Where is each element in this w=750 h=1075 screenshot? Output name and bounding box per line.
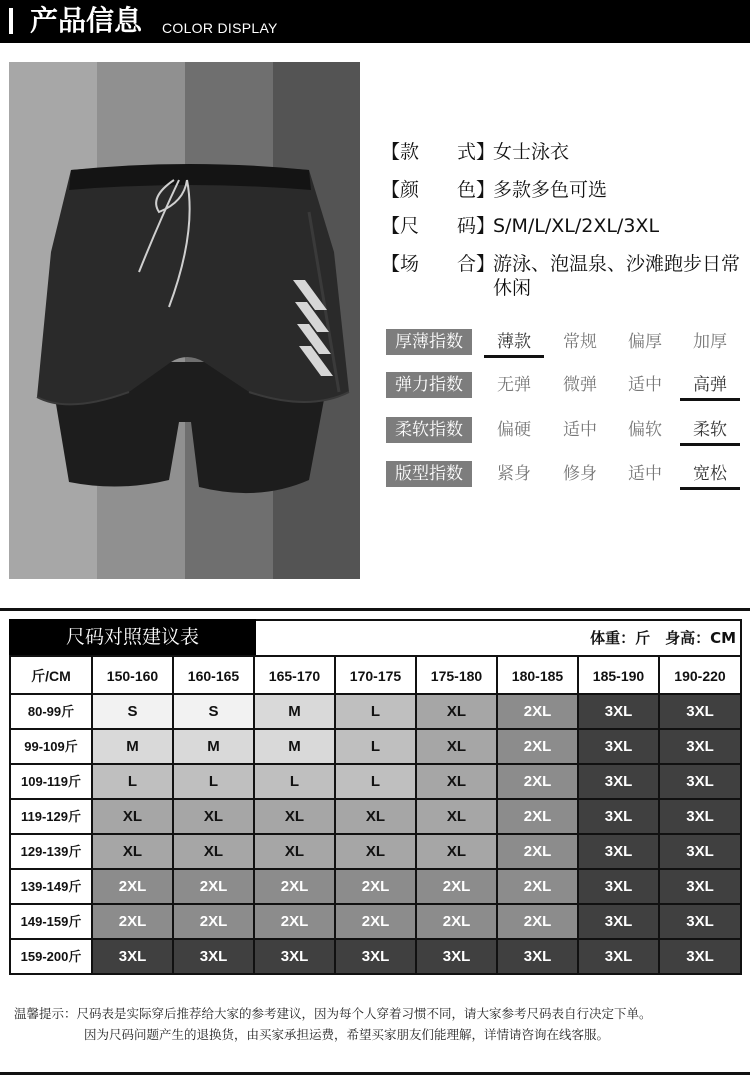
height-header: 175-180 <box>417 655 498 695</box>
size-cell: 2XL <box>498 765 579 800</box>
index-option: 偏硬 <box>497 420 531 440</box>
size-cell: 3XL <box>579 905 660 940</box>
size-cell: S <box>93 695 174 730</box>
index-option: 偏厚 <box>628 332 662 352</box>
size-cell: XL <box>336 835 417 870</box>
size-cell: XL <box>417 730 498 765</box>
index-option: 适中 <box>628 464 662 484</box>
weight-header: 119-129斤 <box>9 800 93 835</box>
size-cell: 2XL <box>255 870 336 905</box>
size-cell: L <box>336 695 417 730</box>
weight-header: 109-119斤 <box>9 765 93 800</box>
size-cell: 2XL <box>417 905 498 940</box>
height-header: 190-220 <box>660 655 742 695</box>
height-header: 180-185 <box>498 655 579 695</box>
size-cell: XL <box>93 800 174 835</box>
size-cell: L <box>336 730 417 765</box>
size-cell: 3XL <box>579 800 660 835</box>
index-row <box>386 371 741 401</box>
info-value: 游泳、泡温泉、沙滩跑步日常休闲 <box>493 253 741 299</box>
size-cell: M <box>255 695 336 730</box>
height-header: 165-170 <box>255 655 336 695</box>
index-option: 常规 <box>563 332 597 352</box>
size-cell: 3XL <box>498 940 579 975</box>
size-cell: XL <box>417 765 498 800</box>
product-image <box>9 62 360 579</box>
index-option-selected: 宽松 <box>680 460 740 490</box>
height-header: 185-190 <box>579 655 660 695</box>
size-cell: 2XL <box>174 870 255 905</box>
header-accent-bar <box>9 8 13 34</box>
size-cell: M <box>93 730 174 765</box>
info-key: 【场 合】 <box>381 253 496 275</box>
size-cell: 3XL <box>336 940 417 975</box>
shorts-illustration <box>9 62 360 579</box>
size-cell: 2XL <box>174 905 255 940</box>
weight-header: 139-149斤 <box>9 870 93 905</box>
info-value: 女士泳衣 <box>493 141 570 163</box>
weight-header: 149-159斤 <box>9 905 93 940</box>
size-cell: 2XL <box>498 870 579 905</box>
size-cell: 3XL <box>660 940 742 975</box>
size-cell: XL <box>417 835 498 870</box>
size-cell: 3XL <box>579 835 660 870</box>
size-cell: 3XL <box>660 765 742 800</box>
size-cell: 3XL <box>660 730 742 765</box>
size-cell: 3XL <box>174 940 255 975</box>
size-cell: 3XL <box>579 695 660 730</box>
size-table-title: 尺码对照建议表 <box>9 619 256 655</box>
info-key: 【尺 码】 <box>381 215 496 237</box>
header-title: 产品信息 <box>30 4 143 37</box>
index-option-selected: 柔软 <box>680 416 740 446</box>
index-label: 厚薄指数 <box>386 329 472 355</box>
size-cell: 2XL <box>498 835 579 870</box>
size-cell: 3XL <box>660 870 742 905</box>
index-option: 适中 <box>563 420 597 440</box>
index-option: 无弹 <box>497 375 531 395</box>
size-cell: 3XL <box>93 940 174 975</box>
index-label: 柔软指数 <box>386 417 472 443</box>
height-header: 160-165 <box>174 655 255 695</box>
index-option: 修身 <box>563 464 597 484</box>
index-option: 适中 <box>628 375 662 395</box>
index-option: 紧身 <box>497 464 531 484</box>
index-label: 弹力指数 <box>386 372 472 398</box>
size-cell: L <box>255 765 336 800</box>
height-header: 170-175 <box>336 655 417 695</box>
weight-header: 129-139斤 <box>9 835 93 870</box>
size-cell: 3XL <box>660 835 742 870</box>
size-cell: 2XL <box>498 730 579 765</box>
size-cell: 2XL <box>93 905 174 940</box>
size-cell: 2XL <box>498 800 579 835</box>
info-value: S/M/L/XL/2XL/3XL <box>493 215 660 237</box>
header-subtitle: COLOR DISPLAY <box>162 20 278 36</box>
size-cell: XL <box>255 835 336 870</box>
info-value: 多款多色可选 <box>493 179 608 201</box>
size-cell: 2XL <box>255 905 336 940</box>
table-corner: 斤/CM <box>9 655 93 695</box>
index-option-selected: 高弹 <box>680 371 740 401</box>
size-cell: 3XL <box>255 940 336 975</box>
note-line-2: 因为尺码问题产生的退换货，由买家承担运费，希望买家朋友们能理解，详情请咨询在线客服。 <box>84 1027 610 1042</box>
index-option: 微弹 <box>563 375 597 395</box>
size-cell: 3XL <box>579 870 660 905</box>
size-cell: XL <box>417 695 498 730</box>
weight-header: 159-200斤 <box>9 940 93 975</box>
size-cell: XL <box>93 835 174 870</box>
size-cell: S <box>174 695 255 730</box>
header-bar <box>0 0 750 43</box>
size-cell: XL <box>417 800 498 835</box>
note-line-1: 温馨提示：尺码表是实际穿后推荐给大家的参考建议，因为每个人穿着习惯不同，请大家参考尺码表自行决定下单。 <box>14 1006 652 1021</box>
weight-header: 80-99斤 <box>9 695 93 730</box>
size-cell: M <box>255 730 336 765</box>
size-cell: 2XL <box>93 870 174 905</box>
index-row <box>386 328 741 358</box>
size-cell: XL <box>174 800 255 835</box>
index-option: 偏软 <box>628 420 662 440</box>
size-cell: 2XL <box>498 695 579 730</box>
size-cell: XL <box>336 800 417 835</box>
size-cell: 3XL <box>660 695 742 730</box>
size-cell: 2XL <box>498 905 579 940</box>
info-key: 【款 式】 <box>381 141 496 163</box>
size-cell: L <box>93 765 174 800</box>
weight-header: 99-109斤 <box>9 730 93 765</box>
size-cell: 3XL <box>660 800 742 835</box>
size-cell: 2XL <box>336 905 417 940</box>
height-header: 150-160 <box>93 655 174 695</box>
size-table-units: 体重：斤 身高：CM <box>256 619 742 655</box>
size-cell: 3XL <box>660 905 742 940</box>
size-cell: 3XL <box>579 765 660 800</box>
size-cell: 2XL <box>417 870 498 905</box>
size-cell: M <box>174 730 255 765</box>
size-cell: 3XL <box>579 730 660 765</box>
section-divider <box>0 608 750 611</box>
index-label: 版型指数 <box>386 461 472 487</box>
size-cell: 3XL <box>579 940 660 975</box>
index-row <box>386 416 741 446</box>
size-cell: 3XL <box>417 940 498 975</box>
index-row <box>386 460 741 490</box>
size-cell: XL <box>255 800 336 835</box>
info-key: 【颜 色】 <box>381 179 496 201</box>
size-cell: XL <box>174 835 255 870</box>
index-option: 加厚 <box>693 332 727 352</box>
size-cell: L <box>174 765 255 800</box>
size-cell: L <box>336 765 417 800</box>
size-cell: 2XL <box>336 870 417 905</box>
index-option-selected: 薄款 <box>484 328 544 358</box>
